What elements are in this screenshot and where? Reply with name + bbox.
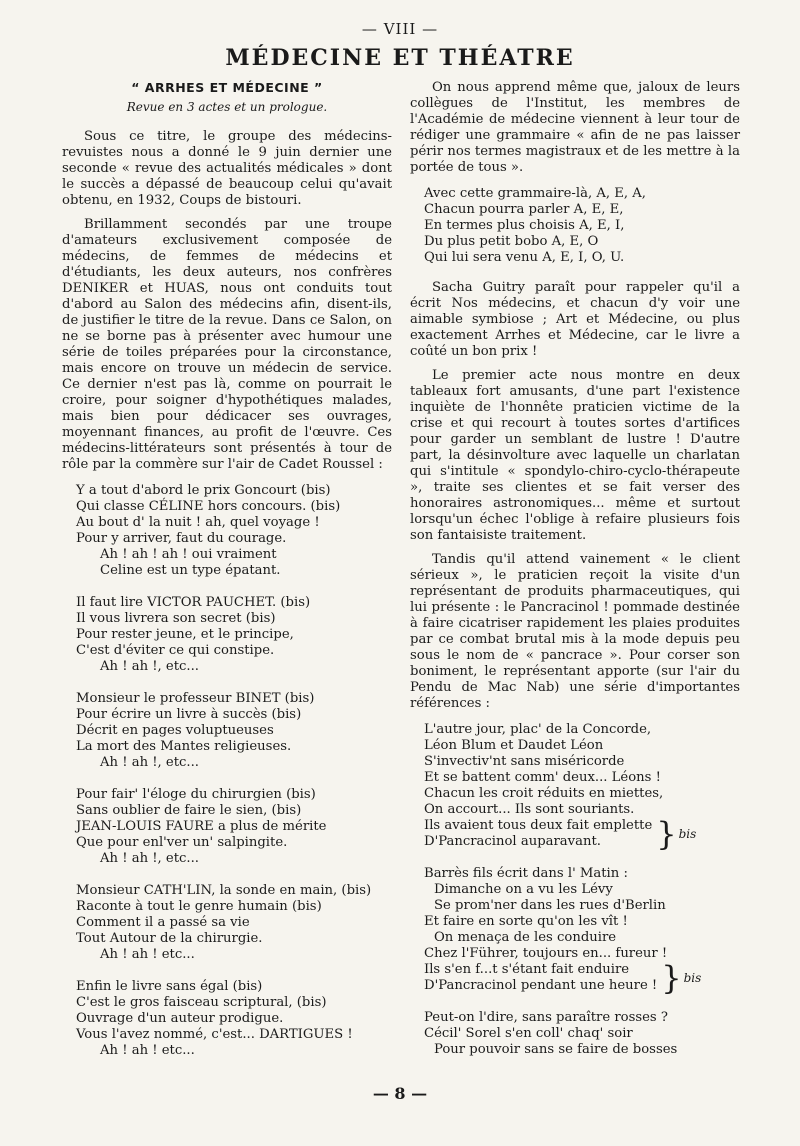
stanza xyxy=(62,883,392,963)
brace-icon: } xyxy=(661,959,682,997)
verse-line: Ah ! ah ! ah ! oui vraiment xyxy=(100,547,277,562)
paragraph: Brillamment secondés par une troupe d'amateurs exclusivement composée de médecins, de femmes de médecins et d'étudiants, les deux auteurs, nos confrères DENIKER et HUAS, nous ont conduits tout d'abord au Salon des médecins afin, disent-ils, de justifier le titre de la revue. Dans ce Salon, on ne se borne pas à présenter avec humour une série de toiles préparées pour la circonstance, mais encore on trouve un médecin de service. Ce dernier n'est pas là, comme on pourrait le croire, pour soigner d'hypothétiques malades, mais bien pour dédicacer ses ouvrages, moyennant finances, au profit de l'œuvre. Ces médecins-littérateurs sont présentés à tour de rôle par la commère sur l'air de Cadet Roussel : xyxy=(62,217,392,472)
verse-line: Peut-on l'dire, sans paraître rosses ? xyxy=(424,1010,668,1025)
verse-line: Vous l'avez nommé, c'est... DARTIGUES ! xyxy=(76,1027,353,1042)
verse-line: Chacun pourra parler A, E, E, xyxy=(424,202,624,217)
stanza xyxy=(410,722,740,818)
bis-lines xyxy=(410,818,652,850)
verse-line: Ah ! ah ! etc... xyxy=(100,1043,195,1058)
verse-line: Chez l'Führer, toujours en... fureur ! xyxy=(424,946,668,961)
paragraph: Le premier acte nous montre en deux tableaux fort amusants, d'une part l'existence inquiète de l'honnête praticien victime de la crise et qui recourt à toutes sortes d'artifices pour garder un semblant de lustre ! D'autre part, la désinvolture avec laquelle un charlatan qui s'intitule « spondylo-chiro-cyclo-thérapeute », traite ses clientes et se fait verser des honoraires astronomiques... même et surtout lorsqu'un échec l'oblige à refaire plusieurs fois son fantaisiste traitement. xyxy=(410,368,740,543)
verse-line: Chacun les croit réduits en miettes, xyxy=(424,786,664,801)
song-verses xyxy=(410,722,740,1058)
page-roman-numeral: — VIII — xyxy=(361,20,439,38)
article-title: “ ARRHES ET MÉDECINE ” xyxy=(131,80,323,95)
paragraph: On nous apprend même que, jaloux de leurs collègues de l'Institut, les membres de l'Académie de médecine viennent à leur tour de rédiger une grammaire « afin de ne pas laisser périr nos termes magistraux et de les mettre à la portée de tous ». xyxy=(410,80,740,175)
verse-line: Qui classe CÉLINE hors concours. (bis) xyxy=(76,499,341,514)
verse-line: La mort des Mantes religieuses. xyxy=(76,739,292,754)
verse-line: Barrès fils écrit dans l' Matin : xyxy=(424,866,628,881)
verse-line: D'Pancracinol auparavant. xyxy=(424,834,601,849)
verse-line: Se prom'ner dans les rues d'Berlin xyxy=(434,898,666,913)
verse-line: Que pour enl'ver un' salpingite. xyxy=(76,835,288,850)
verse-line: Y a tout d'abord le prix Goncourt (bis) xyxy=(76,483,331,498)
stanza xyxy=(62,979,392,1059)
right-column xyxy=(410,80,740,1072)
stanza xyxy=(62,787,392,867)
verse-line: D'Pancracinol pendant une heure ! xyxy=(424,978,658,993)
verse-line: Ils avaient tous deux fait emplette xyxy=(424,818,653,833)
page-number: — 8 — xyxy=(372,1084,428,1103)
verse-line: Celine est un type épatant. xyxy=(100,563,281,578)
brace-icon: } xyxy=(656,815,677,853)
verse-line: Sans oublier de faire le sien, (bis) xyxy=(76,803,302,818)
stanza xyxy=(410,186,740,266)
bis-stanza xyxy=(410,959,740,997)
verse-line: Il faut lire VICTOR PAUCHET. (bis) xyxy=(76,595,311,610)
verse-line: Pour y arriver, faut du courage. xyxy=(76,531,287,546)
verse-line: Cécil' Sorel s'en coll' chaq' soir xyxy=(424,1026,633,1041)
verse-line: S'invectiv'nt sans miséricorde xyxy=(424,754,625,769)
verse-line: Il vous livrera son secret (bis) xyxy=(76,611,276,626)
verse-line: Ouvrage d'un auteur prodigue. xyxy=(76,1011,284,1026)
verse-line: Et faire en sorte qu'on les vît ! xyxy=(424,914,628,929)
verse-line: Raconte à tout le genre humain (bis) xyxy=(76,899,322,914)
song-verses xyxy=(62,483,392,1059)
stanza xyxy=(62,483,392,579)
verse-line: On accourt... Ils sont souriants. xyxy=(424,802,635,817)
verse-line: Avec cette grammaire-là, A, E, A, xyxy=(424,186,646,201)
verse-line: Pour fair' l'éloge du chirurgien (bis) xyxy=(76,787,316,802)
stanza xyxy=(410,1010,740,1058)
verse-line: En termes plus choisis A, E, I, xyxy=(424,218,625,233)
bis-stanza xyxy=(410,815,740,853)
verse-line: Enfin le livre sans égal (bis) xyxy=(76,979,263,994)
verse-line: Pour pouvoir sans se faire de bosses xyxy=(434,1042,678,1057)
verse-line: JEAN-LOUIS FAURE a plus de mérite xyxy=(76,819,327,834)
verse-line: Ils s'en f...t s'étant fait enduire xyxy=(424,962,630,977)
verse-line: Monsieur le professeur BINET (bis) xyxy=(76,691,315,706)
stanza xyxy=(62,691,392,771)
page-title: MÉDECINE ET THÉATRE xyxy=(225,45,575,71)
paragraph: Sacha Guitry paraît pour rappeler qu'il a écrit Nos médecins, et chacun d'y voir une aimable symbiose ; Art et Médecine, ou plus exactement Arrhes et Médecine, car le livre a coûté un bon prix ! xyxy=(410,280,740,359)
stanza xyxy=(410,866,740,962)
verse-line: Tout Autour de la chirurgie. xyxy=(76,931,263,946)
verse-line: C'est d'éviter ce qui constipe. xyxy=(76,643,275,658)
verse-line: On menaça de les conduire xyxy=(434,930,617,945)
paragraph: Tandis qu'il attend vainement « le client sérieux », le praticien reçoit la visite d'un représentant de produits pharmaceutiques, qui lui présente : le Pancracinol ! pommade destinée à faire cicatriser rapidement les plaies produites par ce combat brutal mis à la mode depuis peu sous le nom de « pancrace ». Pour corser son boniment, le représentant apporte (sur l'air du Pendu de Mac Nab) une série d'importantes références : xyxy=(410,552,740,711)
verse-line: Qui lui sera venu A, E, I, O, U. xyxy=(424,250,625,265)
left-column xyxy=(62,80,392,1075)
bis-lines xyxy=(410,962,657,994)
article-subtitle: Revue en 3 actes et un prologue. xyxy=(126,100,328,114)
verse-line: Au bout d' la nuit ! ah, quel voyage ! xyxy=(76,515,320,530)
verse-line: Ah ! ah !, etc... xyxy=(100,851,199,866)
verse-line: Pour écrire un livre à succès (bis) xyxy=(76,707,302,722)
verse-line: Ah ! ah ! etc... xyxy=(100,947,195,962)
bis-label: bis xyxy=(678,827,697,841)
stanza xyxy=(62,595,392,675)
verse-line: Dimanche on a vu les Lévy xyxy=(434,882,613,897)
verse-line: Léon Blum et Daudet Léon xyxy=(424,738,604,753)
verse-line: Monsieur CATH'LIN, la sonde en main, (bis) xyxy=(76,883,372,898)
verse-line: Ah ! ah !, etc... xyxy=(100,755,199,770)
verse-line: C'est le gros faisceau scriptural, (bis) xyxy=(76,995,327,1010)
verse-line: Décrit en pages voluptueuses xyxy=(76,723,274,738)
verse-line: Comment il a passé sa vie xyxy=(76,915,250,930)
verse-line: Ah ! ah !, etc... xyxy=(100,659,199,674)
verse-line: Pour rester jeune, et le principe, xyxy=(76,627,294,642)
bis-label: bis xyxy=(683,971,702,985)
verse-line: Et se battent comm' deux... Léons ! xyxy=(424,770,661,785)
verse-line: L'autre jour, plac' de la Concorde, xyxy=(424,722,652,737)
paragraph: Sous ce titre, le groupe des médecins-revuistes nous a donné le 9 juin dernier une seconde « revue des actualités médicales » dont le succès a dépassé de beaucoup celui qu'avait obtenu, en 1932, Coups de bistouri. xyxy=(62,129,392,208)
verse-line: Du plus petit bobo A, E, O xyxy=(424,234,599,249)
